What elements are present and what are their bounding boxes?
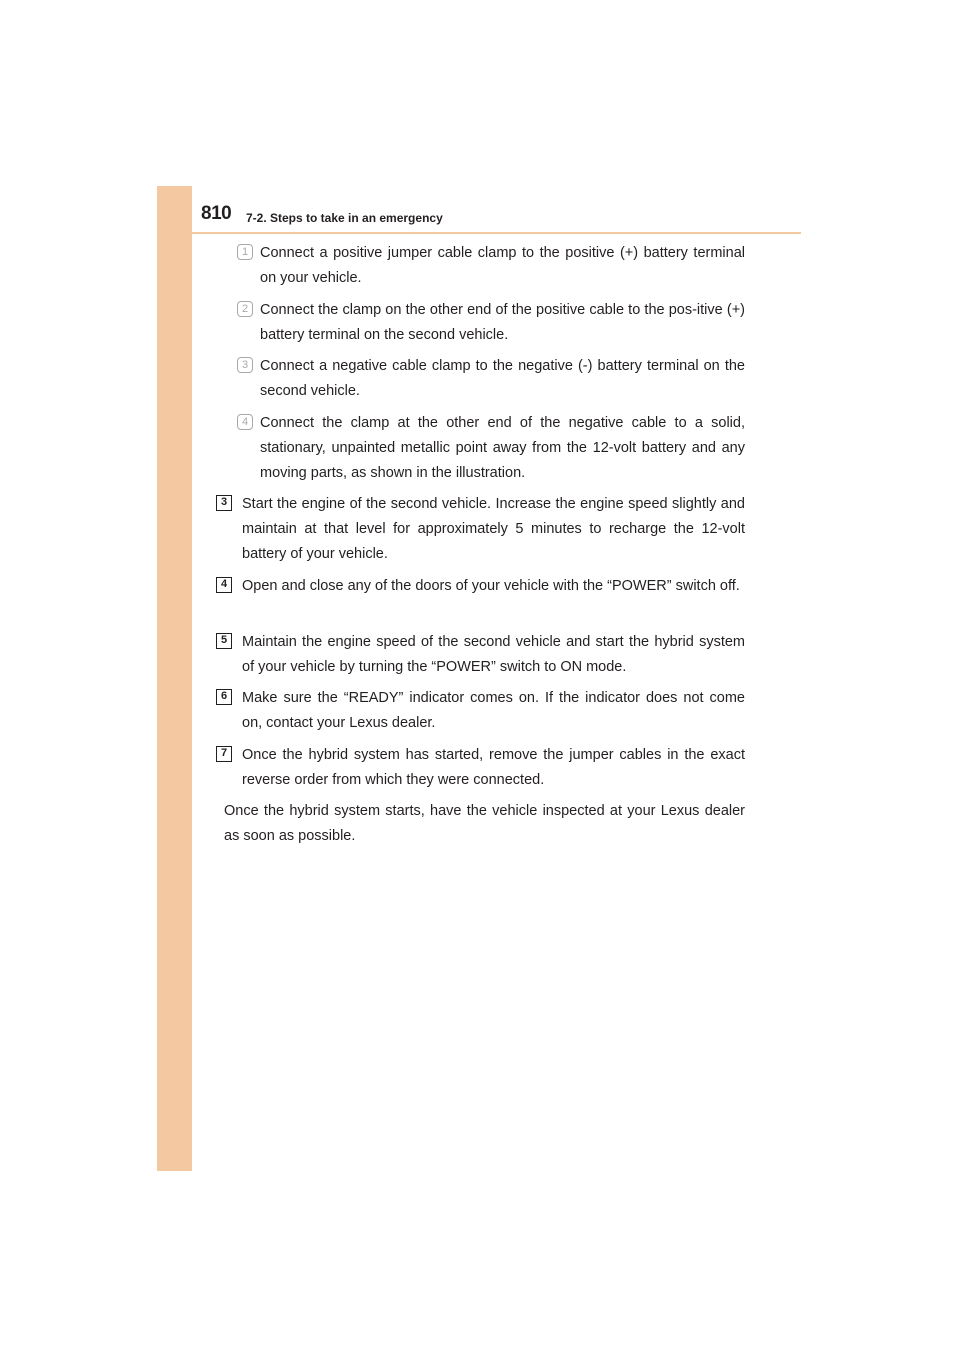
sub-step-1 (237, 241, 745, 291)
step-7 (216, 743, 745, 793)
sub-step-3 (237, 354, 745, 404)
step-number-6: 6 (216, 689, 232, 705)
step-4-text: Open and close any of the doors of your vehicle with the “POWER” switch off. (242, 578, 740, 594)
sub-step-4-text: Connect the clamp at the other end of the negative cable to a solid, stationary, unpainted metallic point away from the 12-volt battery and any moving parts, as shown in the illustration. (260, 415, 745, 481)
step-marker-1: 1 (237, 244, 253, 260)
step-7-text: Once the hybrid system has started, remove the jumper cables in the exact reverse order from which they were connected. (242, 747, 745, 788)
step-number-5: 5 (216, 633, 232, 649)
step-marker-3: 3 (237, 357, 253, 373)
sub-step-2-text: Connect the clamp on the other end of the positive cable to the pos-itive (+) battery terminal on the second vehicle. (260, 302, 745, 343)
page-number: 810 (201, 203, 232, 224)
step-number-4: 4 (216, 577, 232, 593)
sub-step-4 (237, 411, 745, 486)
step-5 (216, 630, 745, 680)
step-marker-4: 4 (237, 414, 253, 430)
step-number-7: 7 (216, 746, 232, 762)
sub-step-1-text: Connect a positive jumper cable clamp to the positive (+) battery terminal on your vehicle. (260, 245, 745, 286)
step-3-text: Start the engine of the second vehicle. Increase the engine speed slightly and maintain at that level for approximately 5 minutes to recharge the 12-volt battery of your vehicle. (242, 496, 745, 562)
sub-step-3-text: Connect a negative cable clamp to the negative (-) battery terminal on the second vehicle. (260, 358, 745, 399)
closing-note (224, 799, 745, 849)
header-divider (192, 232, 801, 234)
step-6 (216, 686, 745, 736)
step-marker-2: 2 (237, 301, 253, 317)
step-3 (216, 492, 745, 567)
step-4 (216, 574, 745, 599)
step-5-text: Maintain the engine speed of the second vehicle and start the hybrid system of your vehicle by turning the “POWER” switch to ON mode. (242, 634, 745, 675)
closing-note-text: Once the hybrid system starts, have the vehicle inspected at your Lexus dealer as soon as possible. (224, 803, 745, 844)
section-title: 7-2. Steps to take in an emergency (246, 211, 443, 225)
chapter-side-tab (157, 186, 192, 1171)
step-6-text: Make sure the “READY” indicator comes on. If the indicator does not come on, contact your Lexus dealer. (242, 690, 745, 731)
sub-step-2 (237, 298, 745, 348)
step-number-3: 3 (216, 495, 232, 511)
